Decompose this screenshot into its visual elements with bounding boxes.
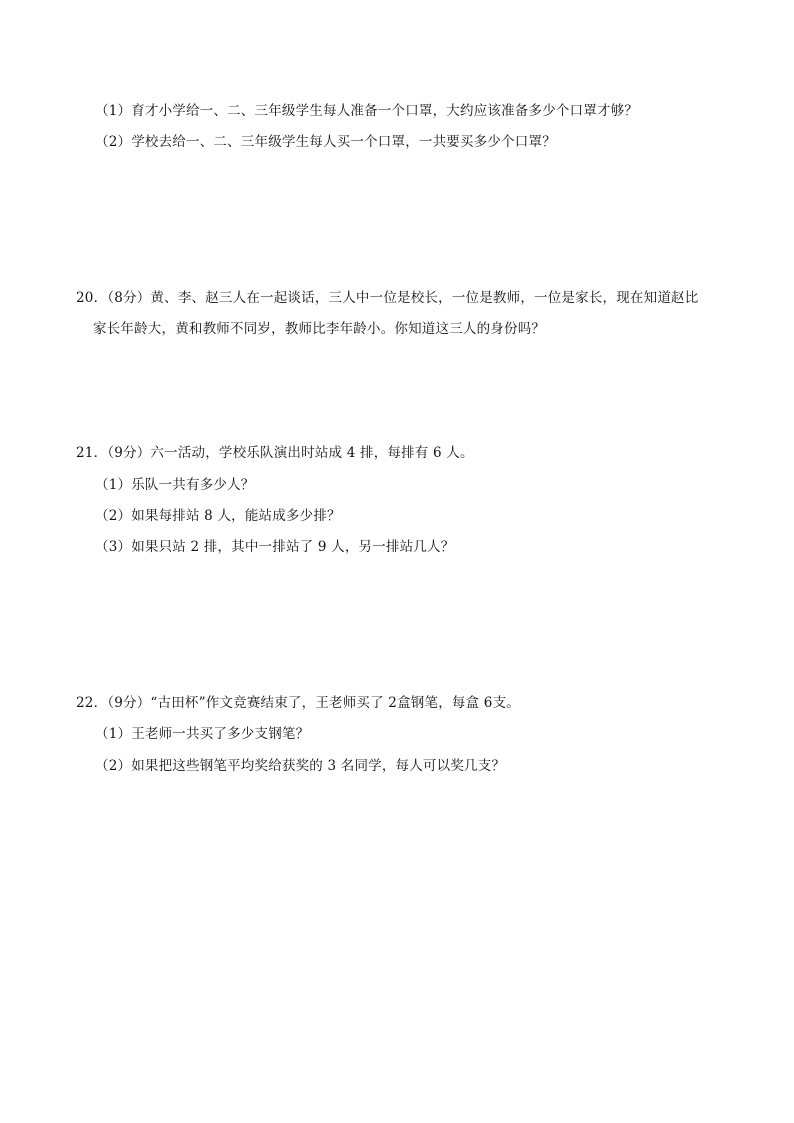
question-20-stem: 20．（8分）黄、李、赵三人在一起谈话，三人中一位是校长，一位是教师，一位是家长，现在知道赵比 (76, 290, 699, 306)
question-19-sub1: （1）育才小学给一、二、三年级学生每人准备一个口罩，大约应该准备多少个口罩才够？ (95, 103, 639, 119)
question-22-sub1: （1）王老师一共买了多少支钢笔？ (95, 726, 310, 742)
question-21-sub1: （1）乐队一共有多少人？ (95, 477, 255, 493)
question-22-stem: 22．（9分）“古田杯”作文竞赛结束了，王老师买了 2盒钢笔，每盒 6支。 (76, 695, 520, 711)
question-22-sub2: （2）如果把这些钢笔平均奖给获奖的 3 名同学，每人可以奖几支？ (95, 758, 506, 774)
question-21-sub2: （2）如果每排站 8 人，能站成多少排？ (95, 508, 341, 524)
question-21-stem: 21．（9分）六一活动，学校乐队演出时站成 4 排，每排有 6 人。 (76, 445, 474, 461)
question-19-sub2: （2）学校去给一、二、三年级学生每人买一个口罩，一共要买多少个口罩？ (95, 134, 556, 150)
question-20-stem-continued: 家长年龄大，黄和教师不同岁，教师比李年龄小。你知道这三人的身份吗？ (93, 321, 546, 337)
question-21-sub3: （3）如果只站 2 排，其中一排站了 9 人，另一排站几人？ (95, 539, 455, 555)
